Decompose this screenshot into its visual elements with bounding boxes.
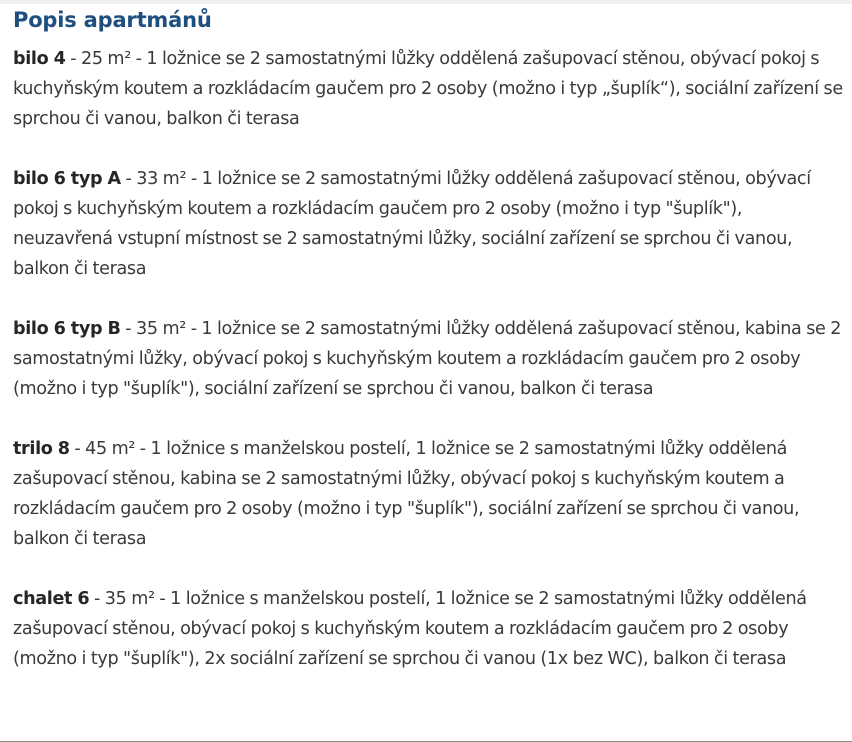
- apartment-bilo-6-typ-b: [13, 314, 843, 404]
- apartment-description: - 35 m² - 1 ložnice s manželskou postelí, 1 ložnice se 2 samostatnými lůžky oddělená zašupovací stěnou, obývací pokoj s kuchyňským koutem a rozkládacím gaučem pro 2 osoby (možno i typ "šuplík"), 2x sociální zařízení se sprchou či vanou (1x bez WC), balkon či terasa: [13, 589, 807, 669]
- apartment-name: bilo 6 typ A: [13, 169, 121, 189]
- top-bar: [0, 0, 852, 4]
- apartment-name: bilo 4: [13, 49, 66, 69]
- apartment-description: - 33 m² - 1 ložnice se 2 samostatnými lůžky oddělená zašupovací stěnou, obývací pokoj s kuchyňským koutem a rozkládacím gaučem pro 2 osoby (možno i typ "šuplík"), neuzavřená vstupní místnost se 2 samostatnými lůžky, sociální zařízení se sprchou či vanou, balkon či terasa: [13, 169, 811, 279]
- apartment-bilo-6-typ-a: [13, 164, 843, 284]
- apartment-description: - 35 m² - 1 ložnice se 2 samostatnými lůžky oddělená zašupovací stěnou, kabina se 2 samostatnými lůžky, obývací pokoj s kuchyňským koutem a rozkládacím gaučem pro 2 osoby (možno i typ "šuplík"), sociální zařízení se sprchou či vanou, balkon či terasa: [13, 319, 842, 399]
- apartment-bilo-4: [13, 44, 843, 134]
- apartment-description-section: [13, 6, 843, 674]
- apartment-description: - 25 m² - 1 ložnice se 2 samostatnými lůžky oddělená zašupovací stěnou, obývací pokoj s kuchyňským koutem a rozkládacím gaučem pro 2 osoby (možno i typ „šuplík“), sociální zařízení se sprchou či vanou, balkon či terasa: [13, 49, 843, 129]
- section-title: Popis apartmánů: [13, 8, 212, 32]
- apartment-name: trilo 8: [13, 439, 70, 459]
- apartment-name: chalet 6: [13, 589, 90, 609]
- apartment-name: bilo 6 typ B: [13, 319, 121, 339]
- apartment-description: - 45 m² - 1 ložnice s manželskou postelí, 1 ložnice se 2 samostatnými lůžky oddělená zašupovací stěnou, kabina se 2 samostatnými lůžky, obývací pokoj s kuchyňským koutem a rozkládacím gaučem pro 2 osoby (možno i typ "šuplík"), sociální zařízení se sprchou či vanou, balkon či terasa: [13, 439, 800, 549]
- apartment-trilo-8: [13, 434, 843, 554]
- apartment-chalet-6: [13, 584, 843, 674]
